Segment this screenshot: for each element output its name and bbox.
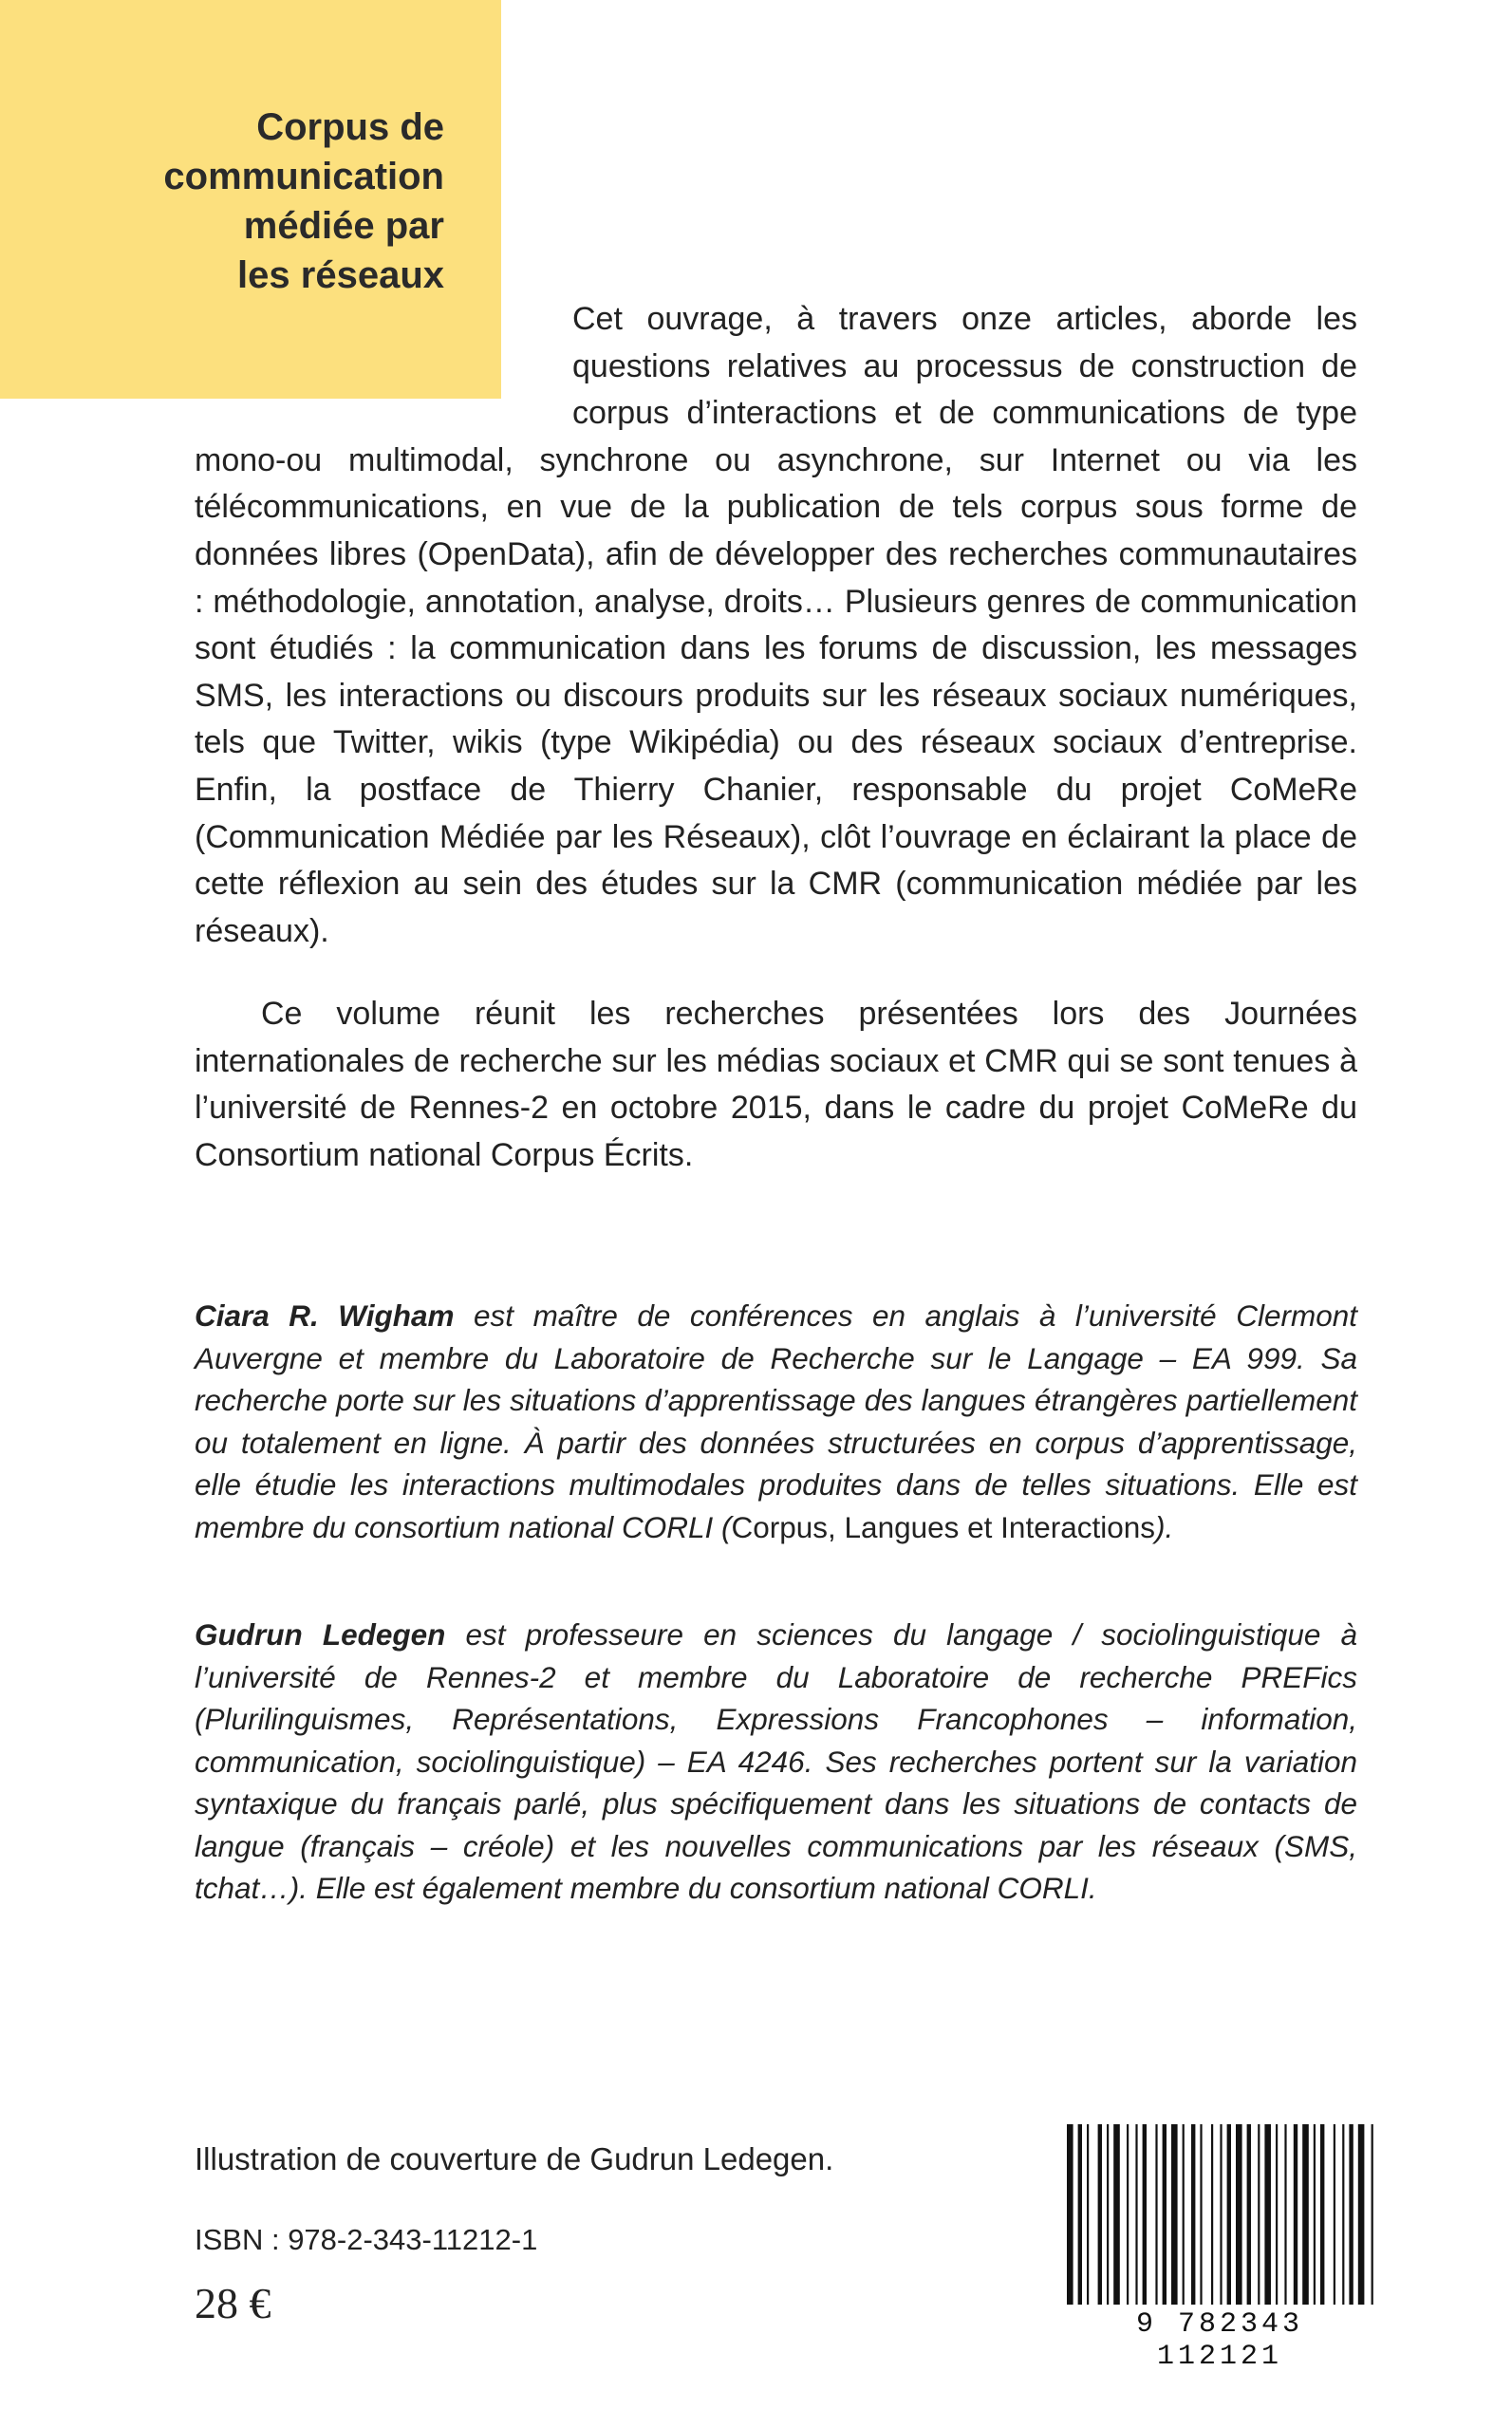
barcode-bar	[1314, 2124, 1316, 2305]
author-name: Ciara R. Wigham	[195, 1298, 455, 1333]
author-name: Gudrun Ledegen	[195, 1617, 446, 1652]
barcode-bar	[1163, 2124, 1167, 2305]
barcode	[1063, 2124, 1376, 2373]
barcode-bar	[1113, 2124, 1120, 2305]
barcode-bar	[1264, 2124, 1271, 2305]
barcode-bar	[1220, 2124, 1222, 2305]
barcode-bar	[1127, 2124, 1129, 2305]
barcode-bar	[1320, 2124, 1324, 2305]
barcode-icon	[1063, 2124, 1376, 2305]
title-line: médiée par	[243, 205, 444, 247]
barcode-bar	[1294, 2124, 1297, 2305]
event-paragraph: Ce volume réunit les recherches présentées lors des Journées internationales de recherche sur les médias sociaux et CMR qui se sont tenues à l’université de Rennes-2 en octobre 2015, dans le cadre du projet CoMeRe du Consortium national Corpus Écrits.	[195, 996, 1357, 1173]
barcode-bar	[1191, 2124, 1195, 2305]
barcode-bar	[1227, 2124, 1231, 2305]
barcode-digits: 9 782343 112121	[1135, 2308, 1304, 2373]
title-line: communication	[163, 156, 444, 197]
barcode-bar	[1098, 2124, 1102, 2305]
float-spacer	[195, 296, 572, 437]
barcode-bar	[1276, 2124, 1278, 2305]
barcode-bar	[1258, 2124, 1260, 2305]
barcode-bar	[1284, 2124, 1286, 2305]
author-bio-wigham	[195, 1295, 1357, 1548]
barcode-bar	[1135, 2124, 1137, 2305]
price: 28 €	[195, 2279, 271, 2327]
author-bio-text: est professeure en sciences du langage / sociolinguistique à l’université de Rennes-2 et membre du Laboratoire de recherche PREFics (Plurilinguismes, Représentations, Expressions Francophones – information, communication, sociolinguistique) – EA 4246. Ses recherches portent sur la variation syntaxique du français parlé, plus spécifiquement dans les situations de contacts de langue (français – créole) et les nouvelles communications par les réseaux (SMS, tchat…). Elle est également membre du consortium national CORLI.	[195, 1617, 1357, 1905]
barcode-bar	[1372, 2124, 1373, 2305]
barcode-bar	[1155, 2124, 1157, 2305]
title-line: Corpus de	[256, 106, 444, 148]
summary-text: Cet ouvrage, à travers onze articles, aborde les questions relatives au processus de construction de corpus d’interactions et de communications de type mono-ou multimodal, synchrone ou asynchrone, sur Internet ou via les télécommunications, en vue de la publication de tels corpus sous forme de données libres (OpenData), afin de développer des recherches communautaires : méthodologie, annotation, analyse, droits… Plusieurs genres de communication sont étudiés : la communication dans les forums de discussion, les messages SMS, les interactions ou discours produits sur les réseaux sociaux numériques, tels que Twitter, wikis (type Wikipédia) ou des réseaux sociaux d’entreprise. Enfin, la postface de Thierry Chanier, responsable du projet CoMeRe (Communication Médiée par les Réseaux), clôt l’ouvrage en éclairant la place de cette réflexion au sein des études sur la CMR (communication médiée par les réseaux).	[195, 301, 1357, 949]
barcode-bar	[1349, 2124, 1353, 2305]
barcode-bar	[1334, 2124, 1335, 2305]
isbn: ISBN : 978-2-343-11212-1	[195, 2223, 538, 2256]
barcode-bar	[1211, 2124, 1213, 2305]
author-bio-upright: Corpus, Langues et Interactions	[731, 1509, 1156, 1544]
illustration-credit: Illustration de couverture de Gudrun Ledegen.	[195, 2141, 834, 2176]
barcode-bar	[1247, 2124, 1251, 2305]
author-bio-ledegen	[195, 1614, 1357, 1910]
title-line: les réseaux	[237, 254, 444, 296]
barcode-bar	[1183, 2124, 1185, 2305]
barcode-bar	[1143, 2124, 1147, 2305]
summary-paragraph	[195, 296, 1357, 955]
barcode-bar	[1087, 2124, 1089, 2305]
barcode-bar	[1107, 2124, 1109, 2305]
barcode-bar	[1200, 2124, 1202, 2305]
barcode-bar	[1171, 2124, 1178, 2305]
barcode-bar	[1342, 2124, 1344, 2305]
book-title	[46, 103, 444, 300]
barcode-bar	[1236, 2124, 1242, 2305]
barcode-bar	[1067, 2124, 1073, 2305]
barcode-bar	[1078, 2124, 1082, 2305]
barcode-bar	[1358, 2124, 1365, 2305]
barcode-bar	[1302, 2124, 1309, 2305]
author-bio-text: est maître de conférences en anglais à l’université Clermont Auvergne et membre du Laboratoire de Recherche sur le Langage – EA 999. Sa recherche porte sur les situations d’apprentissage des langues étrangères partiellement ou totalement en ligne. À partir des données structurées en corpus d’apprentissage, elle étudie les interactions multimodales produites dans de telles situations. Elle est membre du consortium national CORLI (	[195, 1298, 1357, 1544]
author-bio-end: ).	[1155, 1509, 1174, 1544]
